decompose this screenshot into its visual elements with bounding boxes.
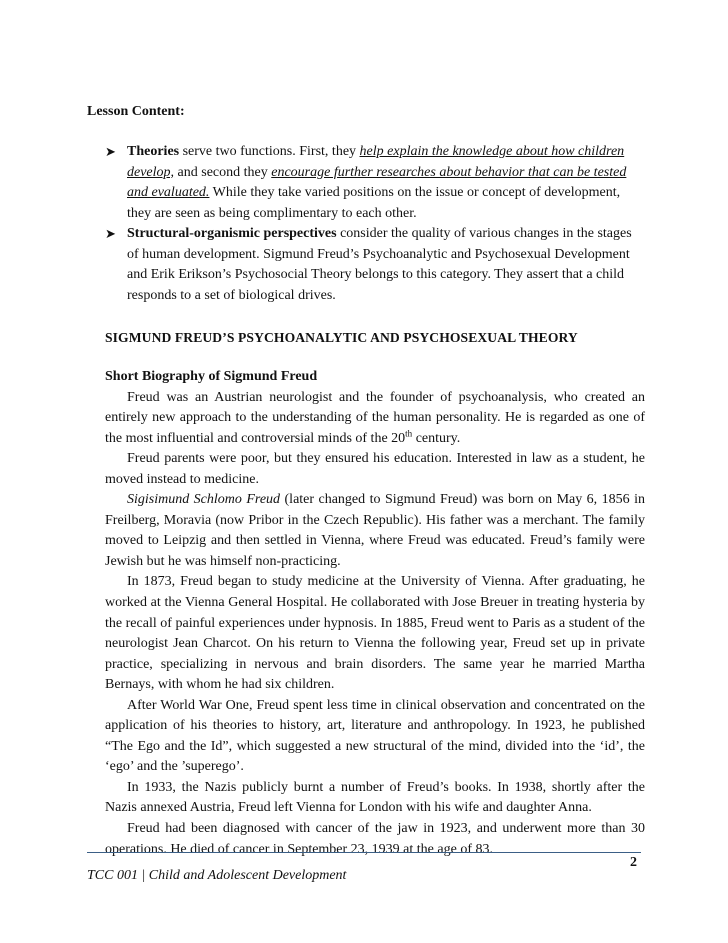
bullet-text: serve two functions. First, they xyxy=(179,144,360,159)
paragraph: Sigisimund Schlomo Freud (later changed to Sigmund Freud) was born on May 6, 1856 in Freilberg, Moravia (now Pribor in the Czech Republic). His father was a merchant. The family moved to Leipzig and then settled in Vienna, where Freud was educated. Freud’s family were Jewish but he was himself non-practicing. xyxy=(105,492,645,569)
arrow-bullet-icon: ➤ xyxy=(105,144,116,159)
paragraph: Freud parents were poor, but they ensured his education. Interested in law as a student, he moved instead to medicine. xyxy=(105,451,645,487)
full-name: Sigisimund Schlomo Freud xyxy=(127,492,281,508)
arrow-bullet-icon: ➤ xyxy=(105,226,116,241)
footer-divider xyxy=(87,852,641,853)
paragraph: After World War One, Freud spent less time in clinical observation and concentrated on the application of his theories to history, art, literature and anthropology. In 1923, he published “The Ego and the Id”, which suggested a new structural of the mind, divided into the ‘id’, the ‘ego’ and the ’superego’. xyxy=(105,697,645,775)
section-title: SIGMUND FREUD’S PSYCHOANALYTIC AND PSYCHOSEXUAL THEORY xyxy=(105,330,578,345)
list-item-structural-organismic xyxy=(105,224,645,306)
term-structural-organismic: Structural-organismic perspectives xyxy=(127,226,337,241)
biography-heading: Short Biography of Sigmund Freud xyxy=(105,369,318,384)
bullet-text: and second they xyxy=(174,164,272,180)
bullet-text: consider the quality of various changes in the stages of human development. Sigmund Freud’s Psychoanalytic and Psychosexual Development and Erik Erikson’s Psychosocial Theory belongs to this category. They assert that a child responds to a set of biological drives. xyxy=(127,226,632,303)
underlined-phrase: help explain the knowledge about how children develop, xyxy=(127,144,625,180)
paragraph: Freud was an Austrian neurologist and the founder of psychoanalysis, who created an entirely new approach to the understanding of the human personality. He is regarded as one of the most influential and controversial minds of the 20th century. xyxy=(105,389,645,446)
theory-bullet-list xyxy=(105,142,645,306)
list-item-theories xyxy=(105,142,645,224)
paragraph: In 1933, the Nazis publicly burnt a number of Freud’s books. In 1938, shortly after the Nazis annexed Austria, Freud left Vienna for London with his wife and daughter Anna. xyxy=(105,779,645,816)
footer-course-title: TCC 001 | Child and Adolescent Development xyxy=(87,868,347,883)
paragraph: In 1873, Freud began to study medicine at the University of Vienna. After graduating, he worked at the Vienna General Hospital. He collaborated with Jose Breuer in treating hysteria by the recall of painful experiences under hypnosis. In 1885, Freud went to Paris as a student of the neurologist Jean Charcot. On his return to Vienna the following year, Freud set up in private practice, specializing in nervous and brain disorders. The same year he married Martha Bernays, with whom he had six children. xyxy=(105,574,645,693)
term-theories: Theories xyxy=(127,144,180,159)
biography-section xyxy=(105,367,645,860)
bullet-text: While they take varied positions on the issue or concept of development, they are seen as being complimentary to each other. xyxy=(127,185,621,221)
paragraph: Freud had been diagnosed with cancer of the jaw in 1923, and underwent more than 30 operations. He died of cancer in September 23, 1939 at the age of 83. xyxy=(105,821,645,857)
page-number: 2 xyxy=(630,855,637,870)
lesson-content-heading: Lesson Content: xyxy=(87,104,185,119)
underlined-phrase: encourage further researches about behavior that can be tested and evaluated. xyxy=(127,164,627,200)
